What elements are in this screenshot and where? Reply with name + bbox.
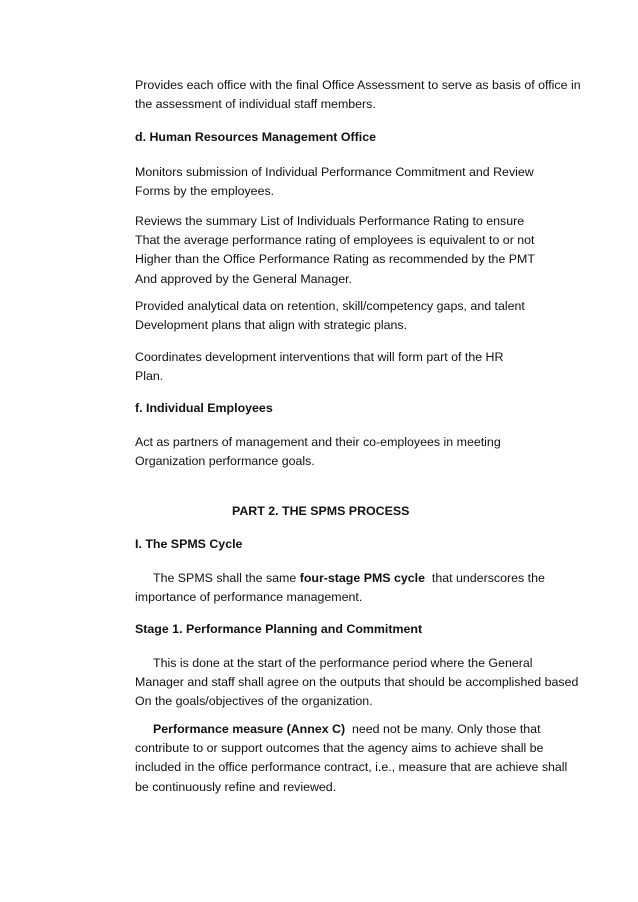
text-line: the assessment of individual staff members. [135, 97, 376, 112]
emphasis-text: four-stage PMS cycle [299, 571, 426, 585]
text-line: included in the office performance contract, i.e., measure that are achieve shall [135, 760, 568, 775]
text-line: Plan. [135, 369, 164, 384]
text-line: Organization performance goals. [135, 454, 315, 469]
text-line: That the average performance rating of employees is equivalent to or not [135, 233, 535, 248]
text-line: contribute to or support outcomes that the agency aims to achieve shall be [135, 741, 544, 756]
text-line: Higher than the Office Performance Rating as recommended by the PMT [135, 252, 535, 267]
paragraph-performance-period [135, 654, 579, 712]
text-line: Provides each office with the final Office Assessment to serve as basis of office in [135, 78, 581, 92]
text-line: Provided analytical data on retention, skill/competency gaps, and talent [135, 299, 525, 313]
text-line: Coordinates development interventions that will form part of the HR [135, 350, 504, 364]
emphasis-text: Performance measure (Annex C) [153, 722, 346, 736]
section-heading-spms-cycle: I. The SPMS Cycle [135, 537, 243, 551]
paragraph-coordinates-interventions [135, 348, 575, 386]
text-run: The SPMS shall the same [153, 571, 300, 585]
text-line [135, 569, 575, 588]
section-heading-stage1: Stage 1. Performance Planning and Commitment [135, 622, 423, 636]
paragraph-four-stage-cycle [135, 569, 575, 607]
text-line: Reviews the summary List of Individuals Performance Rating to ensure [135, 214, 525, 228]
text-line: This is done at the start of the performance period where the General [153, 656, 533, 670]
section-heading-hrmo: d. Human Resources Management Office [135, 130, 376, 144]
text-run: need not be many. Only those that [345, 722, 541, 736]
part-heading: PART 2. THE SPMS PROCESS [232, 504, 410, 518]
text-line: Manager and staff shall agree on the outputs that should be accomplished based [135, 675, 579, 690]
text-line: Act as partners of management and their co-employees in meeting [135, 435, 501, 449]
paragraph-monitors-submission [135, 163, 575, 201]
paragraph-performance-measure [135, 720, 575, 797]
text-line: Monitors submission of Individual Performance Commitment and Review [135, 165, 534, 179]
text-line: And approved by the General Manager. [135, 271, 352, 286]
paragraph-analytical-data [135, 297, 575, 335]
text-line: be continuously refine and reviewed. [135, 779, 337, 794]
text-line [135, 720, 575, 739]
paragraph-partners-of-management [135, 433, 575, 471]
paragraph-office-assessment [135, 76, 581, 114]
section-heading-individual-employees: f. Individual Employees [135, 401, 273, 415]
text-line: Forms by the employees. [135, 184, 275, 199]
text-run: that underscores the [425, 571, 545, 585]
text-line: On the goals/objectives of the organization. [135, 694, 373, 709]
text-line: importance of performance management. [135, 590, 363, 605]
text-line: Development plans that align with strategic plans. [135, 318, 408, 333]
paragraph-reviews-summary [135, 212, 575, 289]
